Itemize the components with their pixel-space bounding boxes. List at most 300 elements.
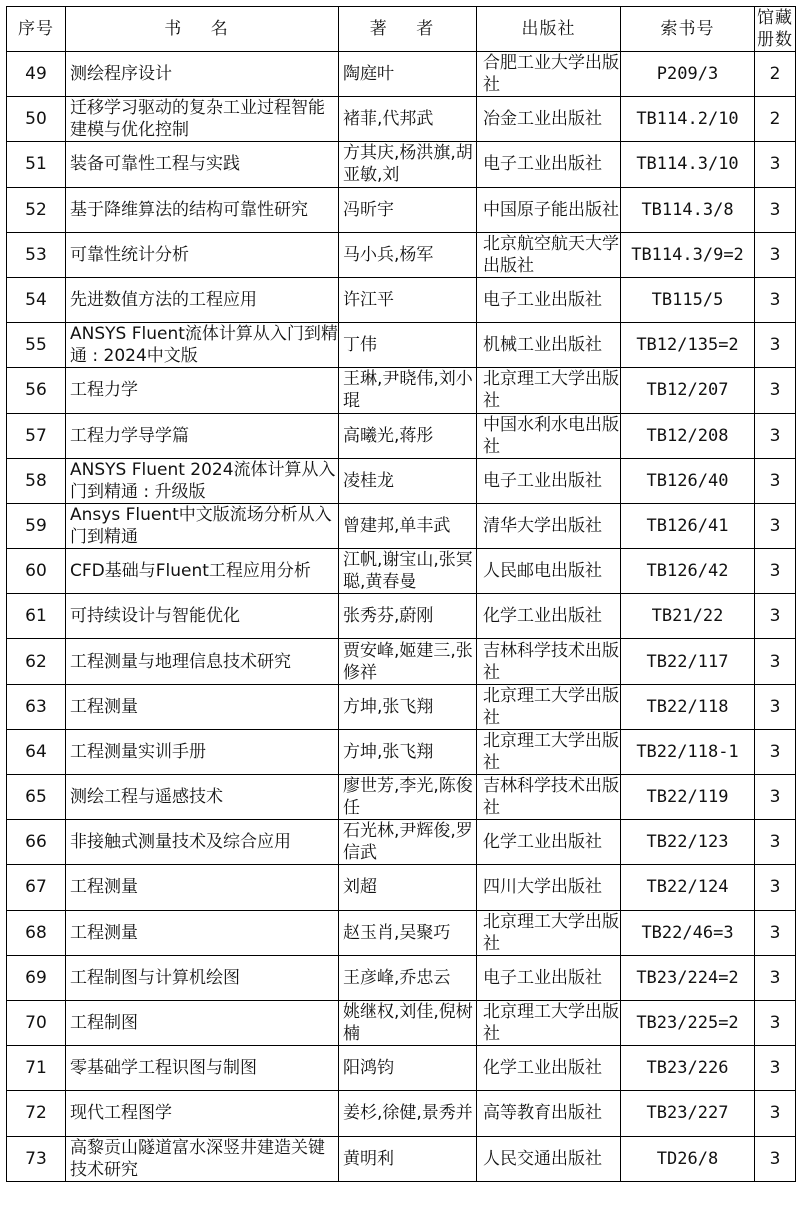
cell-seq (7, 1091, 66, 1136)
cell-call-number (621, 458, 755, 503)
cell-publisher (477, 503, 621, 548)
cell-seq (7, 865, 66, 910)
cell-call-number-text: TB23/226 (646, 1058, 729, 1079)
cell-copies (755, 458, 796, 503)
cell-copies-text: 3 (769, 877, 781, 898)
cell-publisher (477, 277, 621, 322)
table-row (7, 820, 796, 865)
cell-author (339, 97, 477, 142)
cell-copies (755, 775, 796, 820)
cell-call-number (621, 323, 755, 368)
cell-title (66, 232, 339, 277)
cell-copies-text: 3 (769, 425, 781, 446)
cell-seq-text: 58 (25, 470, 47, 491)
cell-call-number-text: TB22/119 (646, 787, 729, 808)
cell-title-text: 工程制图与计算机绘图 (70, 967, 240, 988)
cell-author (339, 639, 477, 684)
cell-copies-text: 3 (769, 1058, 781, 1079)
cell-seq-text: 71 (25, 1058, 47, 1079)
cell-copies-text: 3 (769, 154, 781, 175)
cell-call-number-text: TB12/207 (646, 380, 729, 401)
cell-call-number-text: TB12/208 (646, 425, 729, 446)
cell-seq (7, 1000, 66, 1045)
cell-seq-text: 73 (25, 1148, 47, 1169)
cell-copies-text: 3 (769, 606, 781, 627)
cell-title-text: 先进数值方法的工程应用 (70, 290, 257, 311)
cell-publisher-text: 北京航空航天大学出版社 (483, 233, 619, 276)
cell-title (66, 910, 339, 955)
cell-seq-text: 72 (25, 1103, 47, 1124)
table-row (7, 323, 796, 368)
cell-publisher (477, 232, 621, 277)
table-row (7, 1136, 796, 1181)
cell-author-text: 曾建邦,单丰武 (343, 515, 451, 536)
cell-publisher (477, 323, 621, 368)
cell-author-text: 冯昕宇 (343, 199, 394, 220)
cell-title-text: ANSYS Fluent 2024流体计算从入门到精通 : 升级版 (70, 459, 336, 502)
cell-title (66, 865, 339, 910)
table-row (7, 865, 796, 910)
cell-seq-text: 66 (25, 832, 47, 853)
cell-copies (755, 277, 796, 322)
cell-copies-text: 3 (769, 380, 781, 401)
cell-call-number-text: TB21/22 (651, 606, 724, 627)
cell-publisher (477, 458, 621, 503)
cell-call-number-text: TB114.2/10 (636, 109, 739, 130)
cell-call-number-text: TB114.3/10 (636, 154, 739, 175)
cell-publisher-text: 北京理工大学出版社 (483, 1002, 619, 1045)
cell-publisher (477, 1091, 621, 1136)
cell-copies (755, 955, 796, 1000)
cell-title-text: ANSYS Fluent流体计算从入门到精通 : 2024中文版 (70, 324, 338, 367)
cell-seq (7, 594, 66, 639)
cell-publisher-text: 中国水利水电出版社 (483, 414, 619, 457)
cell-author (339, 232, 477, 277)
table-row (7, 639, 796, 684)
cell-seq (7, 955, 66, 1000)
cell-author-text: 方坤,张飞翔 (343, 741, 434, 762)
cell-call-number-text: TB22/46=3 (641, 922, 734, 943)
cell-call-number-text: TB22/117 (646, 651, 729, 672)
cell-seq (7, 1046, 66, 1091)
cell-call-number (621, 1091, 755, 1136)
cell-copies-text: 3 (769, 1103, 781, 1124)
cell-copies (755, 368, 796, 413)
table-row (7, 549, 796, 594)
cell-author-text: 赵玉肖,吴聚巧 (343, 922, 451, 943)
cell-seq-text: 70 (25, 1013, 47, 1034)
cell-title-text: 工程力学 (70, 380, 138, 401)
cell-author (339, 775, 477, 820)
cell-call-number-text: TB22/118 (646, 696, 729, 717)
cell-author (339, 1046, 477, 1091)
cell-copies (755, 142, 796, 187)
cell-copies-text: 3 (769, 335, 781, 356)
cell-author-text: 刘超 (343, 877, 377, 898)
cell-call-number-text: TB12/135=2 (636, 335, 739, 356)
cell-call-number (621, 594, 755, 639)
cell-copies-text: 3 (769, 967, 781, 988)
cell-copies-text: 3 (769, 290, 781, 311)
table-row (7, 97, 796, 142)
cell-author (339, 594, 477, 639)
cell-seq-text: 68 (25, 922, 47, 943)
cell-author-text: 凌桂龙 (343, 470, 394, 491)
cell-seq (7, 232, 66, 277)
cell-author-text: 王彦峰,乔忠云 (343, 967, 451, 988)
cell-publisher-text: 电子工业出版社 (483, 967, 602, 988)
cell-author (339, 820, 477, 865)
cell-copies-text: 3 (769, 244, 781, 265)
cell-seq-text: 69 (25, 967, 47, 988)
cell-call-number (621, 775, 755, 820)
cell-copies (755, 729, 796, 774)
cell-seq (7, 684, 66, 729)
cell-call-number-text: TB126/40 (646, 470, 729, 491)
cell-call-number (621, 187, 755, 232)
cell-title (66, 187, 339, 232)
cell-title-text: 可持续设计与智能优化 (70, 606, 240, 627)
cell-copies (755, 323, 796, 368)
cell-seq (7, 503, 66, 548)
cell-copies (755, 549, 796, 594)
cell-title (66, 323, 339, 368)
cell-call-number-text: TB23/224=2 (636, 967, 739, 988)
cell-copies (755, 187, 796, 232)
cell-publisher-text: 四川大学出版社 (483, 877, 602, 898)
cell-copies-text: 3 (769, 741, 781, 762)
cell-seq-text: 52 (25, 199, 47, 220)
cell-publisher-text: 电子工业出版社 (483, 154, 602, 175)
cell-call-number-text: TB126/41 (646, 515, 729, 536)
cell-title-text: 零基础学工程识图与制图 (70, 1058, 257, 1079)
cell-publisher-text: 化学工业出版社 (483, 606, 602, 627)
cell-publisher-text: 吉林科学技术出版社 (483, 640, 619, 683)
cell-seq (7, 323, 66, 368)
cell-call-number (621, 503, 755, 548)
cell-copies (755, 820, 796, 865)
cell-title (66, 52, 339, 97)
cell-title-text: 工程力学导学篇 (70, 425, 189, 446)
table-row (7, 1046, 796, 1091)
cell-publisher (477, 142, 621, 187)
cell-title-text: Ansys Fluent中文版流场分析从入门到精通 (70, 504, 332, 547)
cell-call-number (621, 955, 755, 1000)
cell-title-text: 测绘工程与遥感技术 (70, 787, 223, 808)
cell-title-text: 工程制图 (70, 1013, 138, 1034)
cell-publisher-text: 冶金工业出版社 (483, 109, 602, 130)
cell-seq-text: 59 (25, 515, 47, 536)
cell-publisher (477, 639, 621, 684)
cell-copies (755, 1136, 796, 1181)
cell-seq-text: 55 (25, 335, 47, 356)
cell-call-number (621, 277, 755, 322)
cell-publisher (477, 1000, 621, 1045)
cell-copies (755, 1000, 796, 1045)
cell-copies-text: 3 (769, 787, 781, 808)
cell-author (339, 52, 477, 97)
table-row (7, 232, 796, 277)
cell-author (339, 368, 477, 413)
cell-title-text: 基于降维算法的结构可靠性研究 (70, 199, 308, 220)
cell-publisher (477, 684, 621, 729)
cell-publisher-text: 合肥工业大学出版社 (483, 53, 619, 96)
cell-copies (755, 97, 796, 142)
cell-author-text: 方坤,张飞翔 (343, 696, 434, 717)
cell-title (66, 277, 339, 322)
header-title: 书 名 (66, 7, 339, 52)
cell-author-text: 马小兵,杨军 (343, 244, 434, 265)
cell-title (66, 1136, 339, 1181)
cell-seq-text: 65 (25, 787, 47, 808)
cell-author-text: 陶庭叶 (343, 64, 394, 85)
table-row (7, 729, 796, 774)
cell-title (66, 368, 339, 413)
cell-title (66, 729, 339, 774)
header-publisher: 出版社 (477, 7, 621, 52)
cell-title (66, 684, 339, 729)
cell-author (339, 142, 477, 187)
cell-author (339, 1000, 477, 1045)
cell-copies-text: 3 (769, 561, 781, 582)
cell-call-number (621, 413, 755, 458)
cell-copies (755, 1091, 796, 1136)
cell-copies (755, 865, 796, 910)
cell-author (339, 549, 477, 594)
cell-publisher (477, 52, 621, 97)
cell-publisher-text: 电子工业出版社 (483, 470, 602, 491)
cell-copies-text: 3 (769, 470, 781, 491)
cell-seq-text: 51 (25, 154, 47, 175)
cell-call-number (621, 232, 755, 277)
cell-title (66, 594, 339, 639)
cell-publisher (477, 820, 621, 865)
table-row (7, 1091, 796, 1136)
cell-publisher-text: 人民邮电出版社 (483, 561, 602, 582)
cell-title-text: 测绘程序设计 (70, 64, 172, 85)
cell-publisher (477, 368, 621, 413)
cell-seq (7, 910, 66, 955)
cell-title-text: 装备可靠性工程与实践 (70, 154, 240, 175)
cell-title (66, 413, 339, 458)
cell-publisher (477, 1136, 621, 1181)
cell-copies-text: 3 (769, 922, 781, 943)
cell-copies-text: 3 (769, 651, 781, 672)
cell-copies-text: 3 (769, 1013, 781, 1034)
cell-title-text: 工程测量 (70, 696, 138, 717)
cell-author-text: 姚继权,刘佳,倪树楠 (343, 1002, 473, 1045)
cell-title-text: 非接触式测量技术及综合应用 (70, 832, 291, 853)
cell-seq (7, 368, 66, 413)
cell-seq (7, 52, 66, 97)
cell-author-text: 方其庆,杨洪旗,胡亚敏,刘 (343, 143, 473, 186)
cell-title (66, 1000, 339, 1045)
cell-title-text: 工程测量 (70, 922, 138, 943)
cell-publisher (477, 729, 621, 774)
cell-author (339, 187, 477, 232)
cell-author-text: 姜杉,徐健,景秀并 (343, 1103, 473, 1124)
cell-publisher-text: 中国原子能出版社 (483, 199, 619, 220)
cell-title (66, 97, 339, 142)
cell-seq-text: 63 (25, 696, 47, 717)
cell-call-number-text: TB23/227 (646, 1103, 729, 1124)
table-row (7, 684, 796, 729)
cell-copies (755, 684, 796, 729)
cell-call-number-text: TB23/225=2 (636, 1013, 739, 1034)
table-row (7, 594, 796, 639)
cell-call-number-text: TB22/124 (646, 877, 729, 898)
cell-author-text: 黄明利 (343, 1148, 394, 1169)
book-list-table (6, 6, 796, 1182)
cell-publisher (477, 97, 621, 142)
table-row (7, 187, 796, 232)
cell-title (66, 1046, 339, 1091)
cell-copies (755, 503, 796, 548)
header-copies: 馆藏册数 (755, 7, 796, 52)
cell-call-number (621, 1046, 755, 1091)
header-seq: 序号 (7, 7, 66, 52)
table-row (7, 277, 796, 322)
cell-publisher-text: 北京理工大学出版社 (483, 730, 619, 773)
cell-seq-text: 50 (25, 109, 47, 130)
cell-call-number-text: TB126/42 (646, 561, 729, 582)
cell-publisher (477, 955, 621, 1000)
cell-publisher (477, 549, 621, 594)
cell-author-text: 丁伟 (343, 335, 377, 356)
cell-call-number-text: P209/3 (656, 64, 719, 85)
cell-title-text: 工程测量实训手册 (70, 741, 206, 762)
cell-copies (755, 1046, 796, 1091)
cell-title (66, 820, 339, 865)
cell-seq (7, 458, 66, 503)
cell-copies-text: 3 (769, 515, 781, 536)
cell-seq-text: 54 (25, 290, 47, 311)
cell-author-text: 廖世芳,李光,陈俊任 (343, 776, 473, 819)
cell-publisher-text: 北京理工大学出版社 (483, 685, 619, 728)
table-row (7, 368, 796, 413)
cell-title (66, 1091, 339, 1136)
cell-author (339, 1091, 477, 1136)
cell-copies-text: 3 (769, 1148, 781, 1169)
cell-author-text: 王琳,尹晓伟,刘小琨 (343, 369, 473, 412)
cell-call-number (621, 1000, 755, 1045)
cell-publisher (477, 187, 621, 232)
cell-author (339, 1136, 477, 1181)
cell-publisher-text: 化学工业出版社 (483, 832, 602, 853)
cell-publisher-text: 化学工业出版社 (483, 1058, 602, 1079)
cell-author (339, 865, 477, 910)
table-row (7, 52, 796, 97)
cell-copies (755, 910, 796, 955)
cell-publisher (477, 910, 621, 955)
header-call-number: 索书号 (621, 7, 755, 52)
cell-seq-text: 60 (25, 561, 47, 582)
book-rows (7, 52, 796, 1182)
cell-title (66, 775, 339, 820)
cell-author-text: 贾安峰,姬建三,张修祥 (343, 640, 473, 683)
cell-call-number (621, 549, 755, 594)
cell-publisher (477, 1046, 621, 1091)
cell-author-text: 褚菲,代邦武 (343, 109, 434, 130)
cell-seq (7, 549, 66, 594)
cell-copies (755, 413, 796, 458)
cell-publisher (477, 865, 621, 910)
cell-copies-text: 2 (769, 109, 781, 130)
cell-seq (7, 775, 66, 820)
cell-publisher (477, 775, 621, 820)
table-row (7, 775, 796, 820)
cell-seq (7, 187, 66, 232)
cell-call-number-text: TD26/8 (656, 1148, 719, 1169)
cell-publisher-text: 清华大学出版社 (483, 515, 602, 536)
table-row (7, 458, 796, 503)
cell-call-number (621, 1136, 755, 1181)
cell-publisher (477, 594, 621, 639)
cell-title-text: CFD基础与Fluent工程应用分析 (70, 561, 311, 582)
cell-call-number (621, 865, 755, 910)
cell-copies (755, 594, 796, 639)
cell-call-number-text: TB22/123 (646, 832, 729, 853)
cell-author (339, 684, 477, 729)
cell-call-number (621, 52, 755, 97)
cell-call-number-text: TB22/118-1 (636, 741, 739, 762)
header-row (7, 7, 796, 52)
cell-author (339, 503, 477, 548)
cell-copies (755, 232, 796, 277)
cell-seq-text: 53 (25, 244, 47, 265)
cell-publisher-text: 人民交通出版社 (483, 1148, 602, 1169)
header-author: 著 者 (339, 7, 477, 52)
cell-publisher-text: 北京理工大学出版社 (483, 911, 619, 954)
cell-publisher-text: 电子工业出版社 (483, 290, 602, 311)
cell-author-text: 许江平 (343, 290, 394, 311)
cell-copies-text: 2 (769, 64, 781, 85)
cell-publisher-text: 北京理工大学出版社 (483, 369, 619, 412)
cell-call-number (621, 729, 755, 774)
table-row (7, 413, 796, 458)
cell-seq-text: 67 (25, 877, 47, 898)
cell-call-number (621, 368, 755, 413)
cell-call-number (621, 639, 755, 684)
cell-author-text: 张秀芬,蔚刚 (343, 606, 434, 627)
cell-title (66, 549, 339, 594)
cell-publisher-text: 机械工业出版社 (483, 335, 602, 356)
cell-title-text: 现代工程图学 (70, 1103, 172, 1124)
cell-call-number (621, 910, 755, 955)
cell-author (339, 910, 477, 955)
cell-author (339, 323, 477, 368)
cell-seq (7, 97, 66, 142)
cell-seq-text: 56 (25, 380, 47, 401)
cell-title (66, 458, 339, 503)
cell-title-text: 工程测量 (70, 877, 138, 898)
cell-seq-text: 49 (25, 64, 47, 85)
table-row (7, 503, 796, 548)
cell-publisher-text: 高等教育出版社 (483, 1103, 602, 1124)
cell-seq (7, 729, 66, 774)
cell-seq (7, 413, 66, 458)
cell-copies-text: 3 (769, 832, 781, 853)
cell-seq (7, 277, 66, 322)
cell-title-text: 可靠性统计分析 (70, 244, 189, 265)
cell-author-text: 石光林,尹辉俊,罗信武 (343, 821, 473, 864)
cell-call-number (621, 684, 755, 729)
cell-author (339, 413, 477, 458)
cell-call-number (621, 97, 755, 142)
cell-author-text: 江帆,谢宝山,张冥聪,黄春曼 (343, 550, 473, 593)
cell-author (339, 729, 477, 774)
cell-title (66, 142, 339, 187)
